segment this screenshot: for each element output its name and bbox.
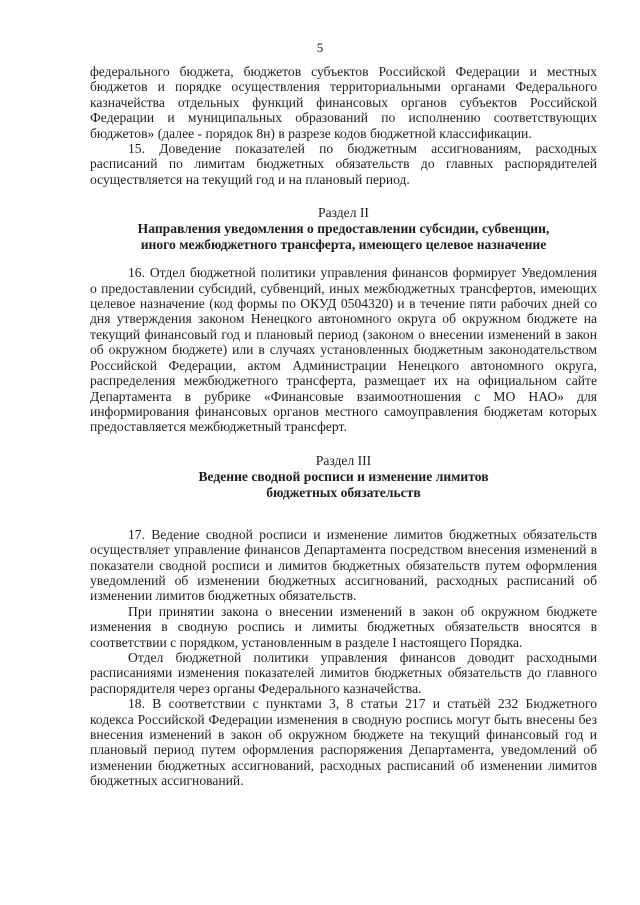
section-3-number: Раздел III (315, 452, 372, 468)
page-number: 5 (316, 40, 324, 55)
section-2-number: Раздел II (318, 205, 369, 221)
paragraph-continuation: федерального бюджета, бюджетов субъектов Российской Федерации и местных бюджетов и порядке осуществления территориальными органами Федерального казначейства отдельных функций финансовых органов субъектов Российской Федерации и муниципальных образований по исполнению соответствующих бюджетов» (далее - порядок 8н) в разрезе кодов бюджетной классификации. (90, 64, 597, 141)
paragraph-17b: При принятии закона о внесении изменений в закон об окружном бюджете изменения в сводную роспись и лимиты бюджетных обязательств вносятся в соответствии с порядком, установленным в разделе I настоящего Порядка. (90, 603, 597, 650)
document-body (90, 64, 597, 789)
paragraph-17c: Отдел бюджетной политики управления финансов доводит расходными расписаниями изменения показателей лимитов бюджетных обязательств до главного распорядителя через органы Федерального казначейства. (90, 649, 597, 696)
section-2-title-line1: Направления уведомления о предоставлении субсидии, субвенции, (137, 221, 550, 237)
section-3-title-line1: Ведение сводной росписи и изменение лимитов (198, 468, 489, 484)
section-3-title-line2: бюджетных обязательств (266, 484, 421, 500)
paragraph-15: 15. Доведение показателей по бюджетным ассигнованиям, расходных расписаний по лимитам бюджетных обязательств до главных распорядителей осуществляется на текущий год и на плановый период. (90, 141, 597, 187)
paragraph-16: 16. Отдел бюджетной политики управления финансов формирует Уведомления о предоставлении субсидий, субвенций, иных межбюджетных трансфертов, имеющих целевое назначение (код формы по ОКУД 0504320) и в течение пяти рабочих дней со дня утверждения законом Ненецкого автономного округа об окружном бюджете на текущий финансовый год и плановый период (законом о внесении изменений в закон об окружном бюджете) или в случаях установленных бюджетным законодательством Российской Федерации, актом Администрации Ненецкого автономного округа, распределения межбюджетного трансферта, размещает их на официальном сайте Департамента в рубрике «Финансовые взаимоотношения с МО НАО» для информирования финансовых органов местного самоуправления бюджетам которых предоставляется межбюджетный трансферт. (90, 265, 597, 435)
section-2-title-line2: иного межбюджетного трансферта, имеющего целевое назначение (140, 237, 547, 253)
paragraph-18: 18. В соответствии с пунктами 3, 8 статьи 217 и статьёй 232 Бюджетного кодекса Российской Федерации изменения в сводную роспись могут быть внесены без внесения изменений в закон об окружном бюджете на текущий финансовый год и плановый период путем оформления распоряжения Департамента, уведомлений об изменении бюджетных ассигнований, расходных расписаний об изменении лимитов бюджетных ассигнований. (90, 696, 597, 789)
paragraph-17: 17. Ведение сводной росписи и изменение лимитов бюджетных обязательств осуществляет управление финансов Департамента посредством внесения изменений в показатели сводной росписи и лимитов бюджетных обязательств путем оформления уведомлений об изменении бюджетных ассигнований, расходных расписаний об изменении лимитов бюджетных обязательств. (90, 526, 597, 604)
